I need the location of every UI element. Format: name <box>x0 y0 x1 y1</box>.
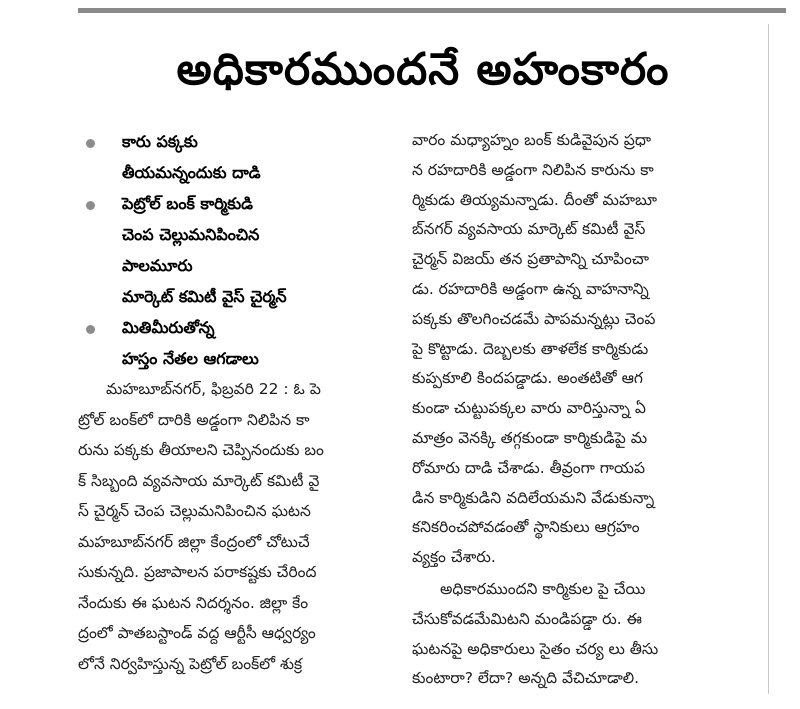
bullet-item-1 <box>78 126 408 188</box>
body-line: రోమారు దాడి చేశాడు. తీవ్రంగా గాయప <box>412 458 646 477</box>
left-body-text <box>78 374 408 679</box>
column-rule <box>768 24 769 694</box>
bullet-line: పాలమూరు <box>122 256 193 275</box>
body-line: స్ చైర్మన్ చెంప చెల్లుమనిపించిన ఘటన <box>78 502 311 520</box>
right-paragraph-1 <box>412 126 762 573</box>
body-line: ట్రోల్ బంక్‌లో దారికి అడ్డంగా నిలిపిన కా <box>78 410 310 429</box>
body-line: అధికారముందని కార్మికుల పై చేయి <box>440 579 646 598</box>
bullet-line: మితిమీరుతోన్న <box>122 318 215 337</box>
body-line: మాత్రం వెనక్కి తగ్గకుండా కార్మికుడిపై మ <box>412 428 648 447</box>
body-line: చేసుకోవడమేమిటని మండిపడ్డా రు. ఈ <box>412 609 642 628</box>
body-line: ర్మికుడు తియ్యమన్నాడు. దీంతో మహబూ <box>412 190 657 209</box>
body-line: మహబూబ్‌నగర్, ఫిబ్రవరి 22 : ఓ పె <box>106 380 321 398</box>
body-line: కుంటారా? లేదా? అన్నది వేచిచూడాలి. <box>412 669 640 688</box>
body-line: ద్రంలో పాతబస్టాండ్ వద్ద ఆర్టీసీ ఆధ్వర్యం <box>78 624 316 642</box>
headline: అధికారముందనే అహంకారం <box>176 44 670 95</box>
body-line: లోనే నిర్వహిస్తున్న పెట్రోల్ బంక్‌లో శుక్ర <box>78 654 303 673</box>
body-line: పక్కకు తొలగించడమే పాపమన్నట్లు చెంప <box>412 309 656 328</box>
left-column <box>78 126 408 679</box>
body-line: క్ సిబ్బంది వ్యవసాయ మార్కెట్ కమిటీ వై <box>78 471 320 490</box>
body-line: బ్‌నగర్ వ్యవసాయ మార్కెట్ కమిటీ వైస్ <box>412 220 646 239</box>
bullet-dot-icon <box>86 201 95 210</box>
bullet-item-2 <box>78 188 408 312</box>
body-line: మహబూబ్‌నగర్ జిల్లా కేంద్రంలో చోటుచే <box>78 532 310 551</box>
body-line: ఘటనపై అధికారులు సైతం చర్య లు తీసు <box>412 639 659 658</box>
bullet-line: హస్తం నేతల ఆగడాలు <box>122 349 259 368</box>
right-column <box>412 126 762 694</box>
bullet-dot-icon <box>86 325 95 334</box>
body-line: కుప్పకూలి కిందపడ్డాడు. అంతటితో ఆగ <box>412 369 643 388</box>
body-line: సుకున్నది. ప్రజాపాలన పరాకష్టకు చేరింద <box>78 563 317 581</box>
bullet-item-3 <box>78 312 408 374</box>
body-line: చైర్మన్ విజయ్ తన ప్రతాపాన్ని చూపించా <box>412 250 650 269</box>
bullet-line: చెంప చెల్లుమనిపించిన <box>122 225 260 244</box>
top-rule <box>78 8 786 13</box>
right-paragraph-2 <box>412 575 762 694</box>
bullet-line: మార్కెట్ కమిటీ వైస్ చైర్మన్ <box>122 287 287 306</box>
body-line: వ్యక్తం చేశారు. <box>412 548 496 567</box>
bullet-dot-icon <box>86 139 95 148</box>
body-line: డు. రహదారికి అడ్డంగా ఉన్న వాహనాన్ని <box>412 279 649 298</box>
body-line: పై కొట్టాడు. దెబ్బలకు తాళలేక కార్మికుడు <box>412 339 649 358</box>
body-line: డిన కార్మికుడిని వదిలేయమని వేడుకున్నా <box>412 488 655 507</box>
body-line: న రహదారికి అడ్డంగా నిలిపిన కారును కా <box>412 160 654 179</box>
bullet-line: పెట్రోల్ బంక్ కార్మికుడి <box>122 194 254 213</box>
bullet-line: తీయమన్నందుకు దాడి <box>122 163 261 182</box>
bullet-line: కారు పక్కకు <box>122 132 198 151</box>
body-line: నేందుకు ఈ ఘటన నిదర్శనం. జిల్లా కేం <box>78 593 309 612</box>
body-line: కుండా చుట్టుపక్కల వారు వారిస్తున్నా ఏ <box>412 399 646 418</box>
body-line: రును పక్కకు తీయాలని చెప్పినందుకు బం <box>78 441 324 459</box>
body-line: వారం మధ్యాహ్నం బంక్ కుడివైపున ప్రధా <box>412 131 651 149</box>
body-line: కనికరించపోవడంతో స్థానికులు ఆగ్రహం <box>412 518 640 537</box>
summary-bullets <box>78 126 408 374</box>
